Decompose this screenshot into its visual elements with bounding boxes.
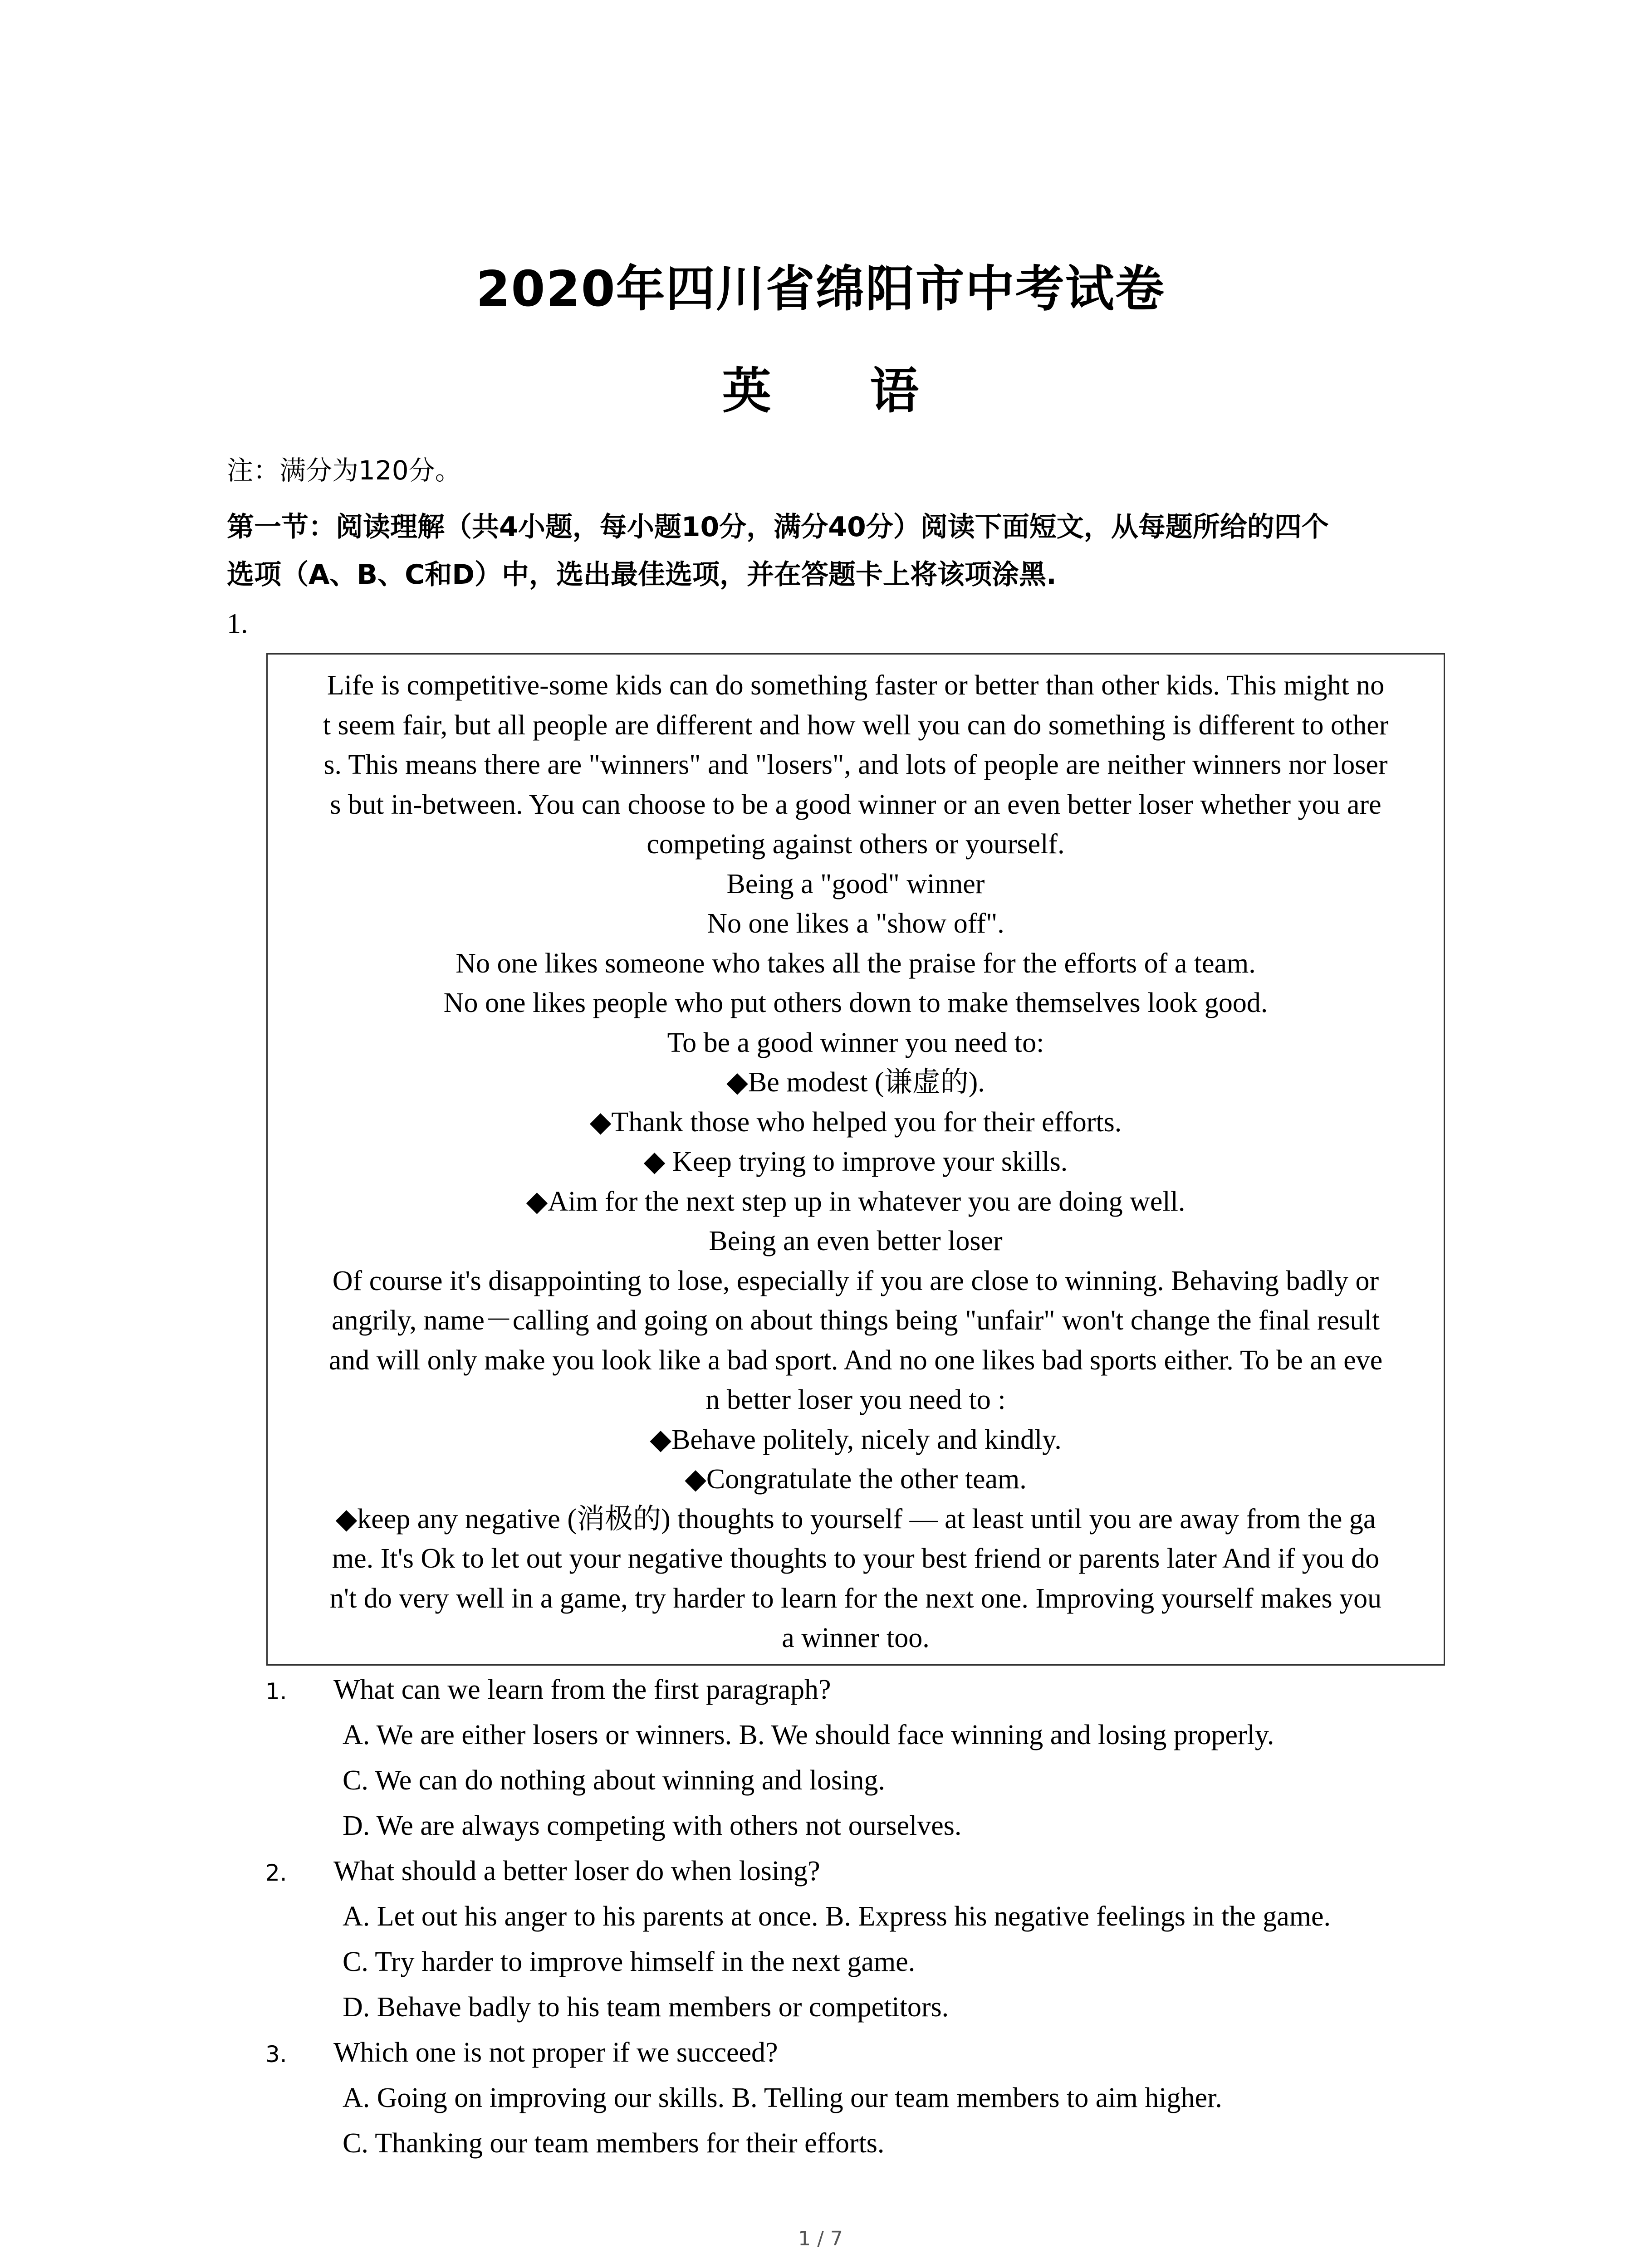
section-instructions bbox=[227, 503, 1452, 599]
question-group-number: 1. bbox=[227, 608, 248, 639]
passage-line: s but in-between. You can choose to be a good winner or an even better loser whether you are bbox=[330, 789, 1381, 820]
passage-heading-good-winner: Being a "good" winner bbox=[726, 868, 985, 899]
question-number: 1. bbox=[265, 1678, 287, 1705]
passage-line: s. This means there are "winners" and "losers", and lots of people are neither winners nor loser bbox=[323, 749, 1388, 780]
question-option: C. Thanking our team members for their efforts. bbox=[343, 2128, 885, 2159]
passage-line: a winner too. bbox=[782, 1623, 930, 1653]
question-number: 2. bbox=[265, 1860, 287, 1886]
passage-line: No one likes a "show off". bbox=[707, 908, 1004, 939]
passage-line: and will only make you look like a bad sport. And no one likes bad sports either. To be an eve bbox=[328, 1344, 1383, 1376]
passage-bullet: ◆keep any negative (消极的) thoughts to yourself — at least until you are away from the ga bbox=[335, 1503, 1376, 1535]
subject-title: 英 语 bbox=[722, 363, 960, 420]
passage-line: competing against others or yourself. bbox=[647, 829, 1065, 860]
question-option: D. We are always competing with others not ourselves. bbox=[343, 1810, 962, 1841]
question-number: 3. bbox=[265, 2041, 287, 2068]
passage-bullet: ◆Congratulate the other team. bbox=[685, 1464, 1027, 1495]
passage-line: n better loser you need to : bbox=[705, 1384, 1006, 1415]
question-option: D. Behave badly to his team members or competitors. bbox=[343, 1992, 949, 2023]
passage-heading-better-loser: Being an even better loser bbox=[709, 1226, 1003, 1256]
reading-passage-box bbox=[266, 653, 1445, 1666]
question-option: A. Let out his anger to his parents at once. B. Express his negative feelings in the game. bbox=[343, 1901, 1331, 1932]
passage-line: No one likes people who put others down to make themselves look good. bbox=[443, 987, 1268, 1018]
passage-bullet: ◆Behave politely, nicely and kindly. bbox=[650, 1424, 1062, 1455]
passage-line: n't do very well in a game, try harder to learn for the next one. Improving yourself makes you bbox=[329, 1583, 1382, 1614]
passage-bullet: ◆Thank those who helped you for their efforts. bbox=[589, 1106, 1122, 1138]
passage-line: me. It's Ok to let out your negative thoughts to your best friend or parents later And if you do bbox=[332, 1543, 1380, 1574]
question-stem: Which one is not proper if we succeed? bbox=[333, 2037, 778, 2068]
question-option: A. Going on improving our skills. B. Telling our team members to aim higher. bbox=[343, 2082, 1222, 2113]
section-instructions-line-2: 选项（A、B、C和D）中，选出最佳选项，并在答题卡上将该项涂黑. bbox=[227, 559, 1057, 591]
passage-line: To be a good winner you need to: bbox=[667, 1027, 1044, 1058]
question-option: A. We are either losers or winners. B. We should face winning and losing properly. bbox=[343, 1720, 1274, 1750]
score-note: 注：满分为120分。 bbox=[227, 455, 461, 486]
passage-line: Of course it's disappointing to lose, especially if you are close to winning. Behaving badly or bbox=[332, 1265, 1379, 1296]
exam-title: 2020年四川省绵阳市中考试卷 bbox=[476, 261, 1165, 318]
question-stem: What can we learn from the first paragraph? bbox=[333, 1674, 831, 1705]
section-instructions-line-1: 第一节：阅读理解（共4小题，每小题10分，满分40分）阅读下面短文，从每题所给的四个 bbox=[227, 511, 1329, 543]
question-option: C. Try harder to improve himself in the next game. bbox=[343, 1946, 916, 1977]
passage-line: Life is competitive-some kids can do something faster or better than other kids. This might no bbox=[327, 670, 1385, 701]
question-stem: What should a better loser do when losing? bbox=[333, 1856, 820, 1887]
passage-bullet: ◆ Keep trying to improve your skills. bbox=[643, 1146, 1068, 1177]
passage-line: angrily, name－calling and going on about things being "unfair" won't change the final result bbox=[332, 1305, 1380, 1336]
passage-bullet: ◆Be modest (谦虚的). bbox=[726, 1067, 985, 1098]
passage-line: t seem fair, but all people are different and how well you can do something is different to other bbox=[323, 709, 1389, 741]
question-option: C. We can do nothing about winning and losing. bbox=[343, 1765, 885, 1796]
passage-bullet: ◆Aim for the next step up in whatever you are doing well. bbox=[526, 1186, 1185, 1217]
page-number: 1 / 7 bbox=[798, 2227, 843, 2250]
passage-line: No one likes someone who takes all the praise for the efforts of a team. bbox=[456, 948, 1256, 979]
